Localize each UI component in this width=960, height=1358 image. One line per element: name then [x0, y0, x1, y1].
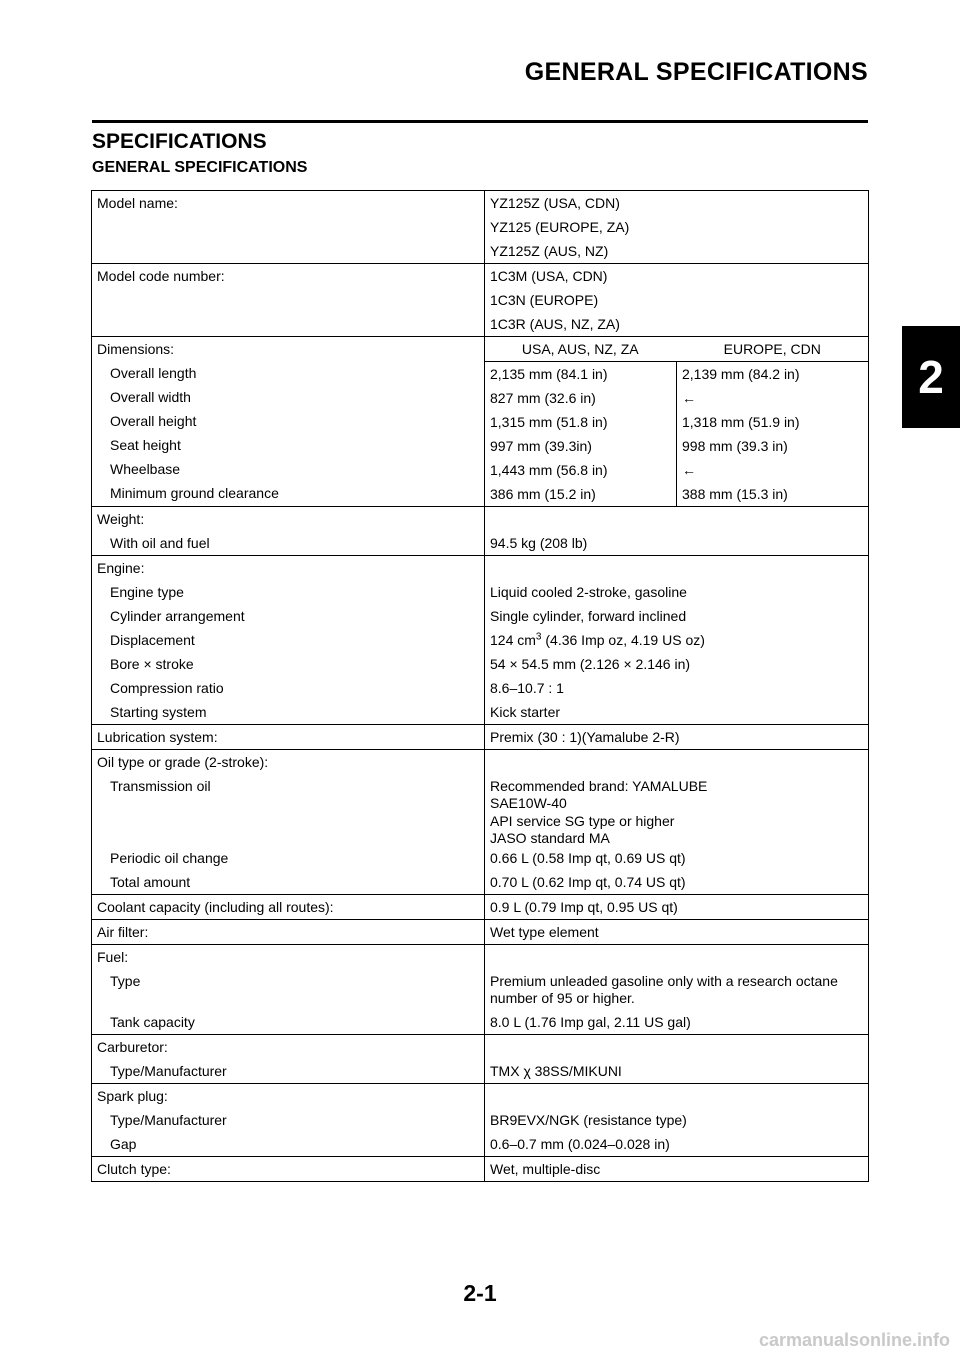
spec-value: 997 mm (39.3in) [490, 437, 592, 454]
spec-sublabel: Minimum ground clearance [110, 484, 279, 501]
spec-value: 0.9 L (0.79 Imp qt, 0.95 US qt) [490, 898, 678, 915]
spec-group-lubrication [92, 725, 868, 750]
section-title: SPECIFICATIONS [92, 130, 267, 153]
spec-label: Dimensions: [97, 340, 175, 357]
spec-sublabel: Type/Manufacturer [110, 1062, 227, 1079]
spec-sublabel: Bore × stroke [110, 655, 194, 672]
sub-title: GENERAL SPECIFICATIONS [92, 159, 308, 176]
spec-label: Model name: [97, 194, 178, 211]
spec-sublabel: Starting system [110, 703, 207, 720]
spec-group-engine [92, 556, 868, 725]
spec-value: 388 mm (15.3 in) [682, 485, 788, 502]
spec-value: 8.0 L (1.76 Imp gal, 2.11 US gal) [490, 1013, 691, 1030]
spec-value: 2,135 mm (84.1 in) [490, 365, 608, 382]
spec-value: Wet, multiple-disc [490, 1160, 601, 1177]
spec-value: Liquid cooled 2-stroke, gasoline [490, 583, 687, 600]
chapter-tab: 2 [902, 326, 960, 428]
displacement-superscript: 3 [535, 630, 542, 642]
spec-label: Weight: [97, 510, 145, 527]
dimensions-col-head-usa: USA, AUS, NZ, ZA [521, 340, 639, 357]
spec-value: Kick starter [490, 703, 561, 720]
spec-sublabel: Overall height [110, 412, 197, 429]
spec-value: Single cylinder, forward inclined [490, 607, 687, 624]
dimensions-col-head-europe: EUROPE, CDN [723, 340, 821, 357]
spec-group-air-filter [92, 920, 868, 945]
spec-value: 1,315 mm (51.8 in) [490, 413, 608, 430]
spec-sublabel: Periodic oil change [110, 849, 229, 866]
spec-label: Engine: [97, 559, 145, 576]
spec-value: Premium unleaded gasoline only with a research octane number of 95 or higher. [490, 972, 838, 1006]
spec-sublabel: Engine type [110, 583, 184, 600]
spec-sublabel: Type [110, 972, 141, 989]
spec-value: 998 mm (39.3 in) [682, 437, 788, 454]
spec-label: Coolant capacity (including all routes): [97, 898, 334, 915]
spec-value: API service SG type or higher [490, 812, 675, 829]
spec-group-fuel [92, 945, 868, 1035]
spec-sublabel: Cylinder arrangement [110, 607, 245, 624]
spec-value-displacement [485, 628, 868, 652]
displacement-value-imperial: (4.36 Imp oz, 4.19 US oz) [541, 631, 705, 648]
watermark: carmanualsonline.info [758, 1330, 950, 1350]
spec-sublabel: Type/Manufacturer [110, 1111, 227, 1128]
spec-sublabel: Total amount [110, 873, 191, 890]
spec-sublabel: Overall length [110, 364, 197, 381]
spec-sublabel: Displacement [110, 631, 195, 648]
header-rule [92, 120, 868, 123]
spec-sublabel: Seat height [110, 436, 181, 453]
spec-value: JASO standard MA [490, 830, 610, 846]
spec-group-spark-plug [92, 1084, 868, 1157]
spec-value: 94.5 kg (208 lb) [490, 534, 588, 551]
spec-table [91, 190, 869, 1182]
spec-label: Spark plug: [97, 1087, 168, 1104]
spec-value: 0.70 L (0.62 Imp qt, 0.74 US qt) [490, 873, 686, 890]
spec-value: 386 mm (15.2 in) [490, 485, 596, 502]
spec-value: 0.66 L (0.58 Imp qt, 0.69 US qt) [490, 849, 686, 866]
spec-value: 0.6–0.7 mm (0.024–0.028 in) [490, 1135, 670, 1152]
spec-group-model-name [92, 191, 868, 264]
spec-label: Clutch type: [97, 1160, 171, 1177]
spec-label: Carburetor: [97, 1038, 168, 1055]
spec-value: 1,443 mm (56.8 in) [490, 461, 608, 478]
spec-value: YZ125Z (AUS, NZ) [490, 242, 609, 259]
spec-value: SAE10W-40 [490, 795, 567, 811]
spec-label: Lubrication system: [97, 728, 218, 745]
spec-value: 54 × 54.5 mm (2.126 × 2.146 in) [490, 655, 691, 672]
spec-value: YZ125Z (USA, CDN) [490, 194, 620, 211]
spec-value: Wet type element [490, 923, 599, 940]
same-as-left-arrow: ← [682, 461, 696, 478]
spec-value: BR9EVX/NGK (resistance type) [490, 1111, 687, 1128]
spec-value: 1,318 mm (51.9 in) [682, 413, 800, 430]
spec-value: 1C3M (USA, CDN) [490, 267, 608, 284]
spec-group-oil [92, 750, 868, 895]
spec-value: 2,139 mm (84.2 in) [682, 365, 800, 382]
displacement-value: 124 cm [490, 631, 536, 648]
spec-group-carburetor [92, 1035, 868, 1084]
spec-group-model-code [92, 264, 868, 337]
spec-value: YZ125 (EUROPE, ZA) [490, 218, 630, 235]
spec-value: 827 mm (32.6 in) [490, 389, 596, 406]
spec-value: Recommended brand: YAMALUBE [490, 777, 708, 794]
spec-group-dimensions [92, 337, 868, 507]
spec-group-clutch [92, 1157, 868, 1181]
spec-value: 8.6–10.7 : 1 [490, 679, 564, 696]
spec-sublabel: Tank capacity [110, 1013, 195, 1030]
spec-label: Oil type or grade (2-stroke): [97, 753, 269, 770]
spec-sublabel: Overall width [110, 388, 191, 405]
spec-label: Fuel: [97, 948, 129, 965]
spec-sublabel: Compression ratio [110, 679, 224, 696]
chapter-title: GENERAL SPECIFICATIONS [524, 58, 868, 86]
page-number: 2-1 [463, 1280, 497, 1306]
spec-sublabel: Transmission oil [110, 777, 211, 794]
spec-value: Premix (30 : 1)(Yamalube 2-R) [490, 728, 680, 745]
spec-value: TMX χ 38SS/MIKUNI [490, 1062, 622, 1079]
transmission-oil-values [485, 774, 868, 846]
spec-sublabel: With oil and fuel [110, 534, 210, 551]
spec-value: 1C3N (EUROPE) [490, 291, 599, 308]
spec-group-weight [92, 507, 868, 556]
spec-label: Model code number: [97, 267, 225, 284]
spec-group-coolant [92, 895, 868, 920]
spec-value: 1C3R (AUS, NZ, ZA) [490, 315, 620, 332]
spec-sublabel: Wheelbase [110, 460, 181, 477]
spec-sublabel: Gap [110, 1135, 137, 1152]
spec-label: Air filter: [97, 923, 149, 940]
same-as-left-arrow: ← [682, 389, 696, 406]
